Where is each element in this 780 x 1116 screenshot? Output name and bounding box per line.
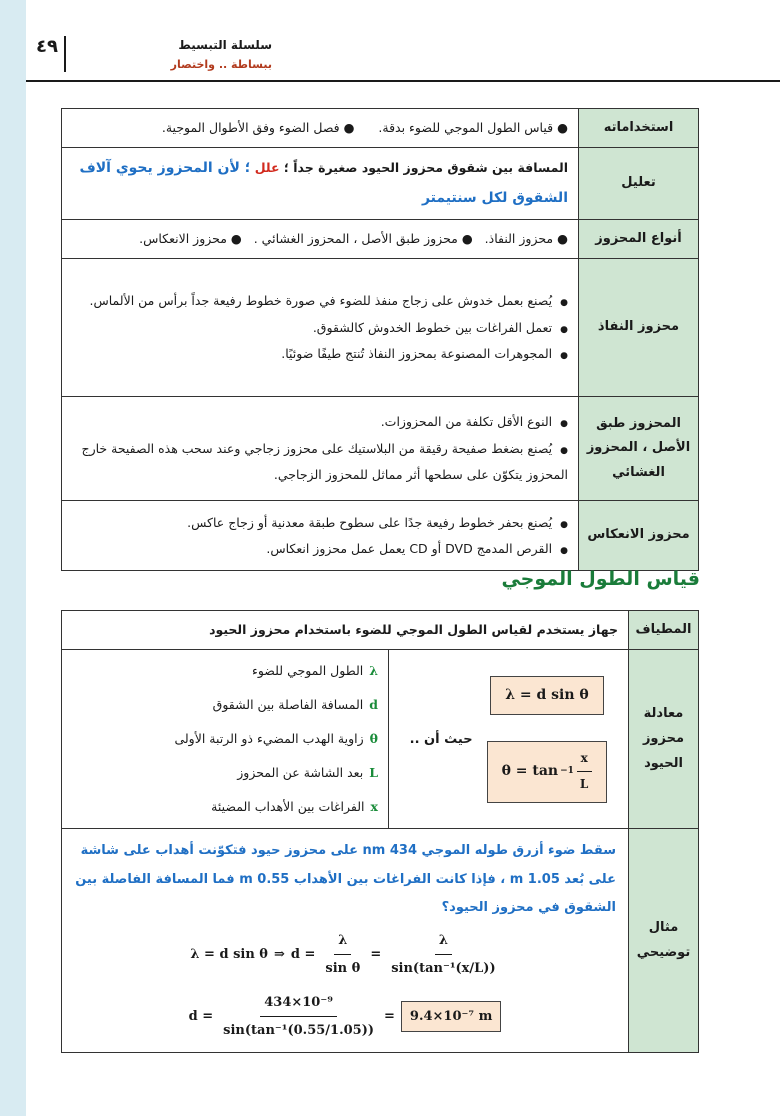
header-divider <box>64 36 66 72</box>
reflection-item: ● يُصنع بحفر خطوط رفيعة جدًا على سطوح طبقة معدنية أو زجاج عاكس. <box>72 510 568 536</box>
header-rule <box>26 80 780 82</box>
example-solution-step1: λ = d sin θ ⇒ d = $\frac{\lambda}{\text{sin θ}}$ = $\frac{\lambda}{\text{sin(tan⁻¹(x/L))}}$ <box>74 927 616 983</box>
uses-row <box>62 109 699 148</box>
example-label: مثال توضيحي <box>629 829 699 1053</box>
uses-label: استخداماته <box>579 109 699 148</box>
reflection-label: محزوز الانعكاس <box>579 501 699 571</box>
types-label: أنواع المحزوز <box>579 220 699 259</box>
series-tagline: ببساطة .. واختصار <box>170 58 272 71</box>
reasoning-statement: المسافة بين شقوق محزوز الحيود صغيرة جداً ؛ <box>283 160 568 176</box>
series-name: سلسلة التبسيط <box>178 38 272 52</box>
type-item: ● محزوز الانعكاس. <box>139 231 242 247</box>
types-row <box>62 220 699 259</box>
example-question: سقط ضوء أزرق طوله الموجي 434 nm على محزوز حيود فتكوّنت أهداب على شاشة على بُعد 1.05 m ، فإذا كانت الفراغات بين الأهداب 0.55 m فما المسافة الفاصلة بين الشقوق في محزوز الحيود؟ <box>75 843 616 916</box>
use-item: ● فصل الضوء وفق الأطوال الموجية. <box>161 120 355 135</box>
reasoning-why-tag: علل <box>254 160 280 176</box>
equation-box-cell <box>389 650 629 829</box>
variable-item: λالطول الموجي للضوء <box>251 663 378 679</box>
page-header <box>26 0 780 82</box>
wavelength-equation: λ = d sin θ <box>490 676 604 715</box>
reasoning-content <box>62 148 579 220</box>
example-solution-step2: d = $\frac{\text{434×10⁻⁹}}{\text{sin(tan⁻¹(0.55/1.05))}}$ = 9.4×10⁻⁷ m <box>74 989 616 1045</box>
replica-item: ● يُصنع بضغط صفيحة رقيقة من البلاستيك على محزوز زجاجي وعند سحب هذه الصفيحة خارج المحزوز يتكوّن على سطحها أثر مماثل للمحزوز الزجاجي. <box>72 436 568 489</box>
reasoning-label: تعليل <box>579 148 699 220</box>
type-item: ● محزوز طبق الأصل ، المحزوز الغشائي . <box>253 231 473 247</box>
use-item: ● قياس الطول الموجي للضوء بدقة. <box>378 120 568 135</box>
spectrometer-definition: جهاز يستخدم لقياس الطول الموجي للضوء باستخدام محزوز الحيود <box>62 611 629 650</box>
spectrometer-label: المطياف <box>629 611 699 650</box>
page-side-strip <box>0 0 26 1116</box>
grating-types-table <box>61 108 699 571</box>
transmission-content <box>62 259 579 397</box>
section-title: قياس الطول الموجي <box>501 568 700 590</box>
type-item: ● محزوز النفاذ. <box>484 231 568 247</box>
reflection-item: ● القرص المدمج DVD أو CD يعمل عمل محزوز انعكاس. <box>72 536 568 562</box>
transmission-row <box>62 259 699 397</box>
page-number: ٤٩ <box>36 36 58 57</box>
where-text: حيث أن .. <box>409 731 473 747</box>
spectrometer-row <box>62 611 699 650</box>
reasoning-answer: ؛ لأن المحزوز يحوي آلاف الشقوق لكل سنتيمتر <box>79 160 568 206</box>
transmission-item: ● المجوهرات المصنوعة بمحزوز النفاذ تُنتج طيفًا ضوئيًا. <box>72 341 568 367</box>
transmission-item: ● يُصنع بعمل خدوش على زجاج منفذ للضوء في صورة خطوط رفيعة جداً برأس من الألماس. <box>72 288 568 314</box>
angle-equation: θ = tan −1 $\frac{x}{L}$ <box>487 741 608 802</box>
example-content <box>62 829 629 1053</box>
example-row <box>62 829 699 1053</box>
wavelength-measure-table <box>61 610 699 1053</box>
transmission-item: ● تعمل الفراغات بين خطوط الخدوش كالشقوق. <box>72 315 568 341</box>
equation-variables <box>62 650 389 829</box>
replica-content <box>62 397 579 501</box>
types-content <box>62 220 579 259</box>
reasoning-row <box>62 148 699 220</box>
transmission-label: محزوز النفاذ <box>579 259 699 397</box>
variable-item: dالمسافة الفاصلة بين الشقوق <box>212 697 378 713</box>
replica-label: المحزوز طبق الأصل ، المحزوز الغشائي <box>579 397 699 501</box>
variable-item: xالفراغات بين الأهداب المضيئة <box>211 799 378 815</box>
variable-item: Lبعد الشاشة عن المحزوز <box>237 765 378 781</box>
variable-item: θزاوية الهدب المضيء ذو الرتبة الأولى <box>174 731 378 747</box>
reflection-row <box>62 501 699 571</box>
equation-row <box>62 650 699 829</box>
replica-row <box>62 397 699 501</box>
example-result: 9.4×10⁻⁷ m <box>401 1001 501 1032</box>
replica-item: ● النوع الأقل تكلفة من المحزوزات. <box>72 409 568 435</box>
reflection-content <box>62 501 579 571</box>
uses-content <box>62 109 579 148</box>
equation-label: معادلة محزوز الحيود <box>629 650 699 829</box>
